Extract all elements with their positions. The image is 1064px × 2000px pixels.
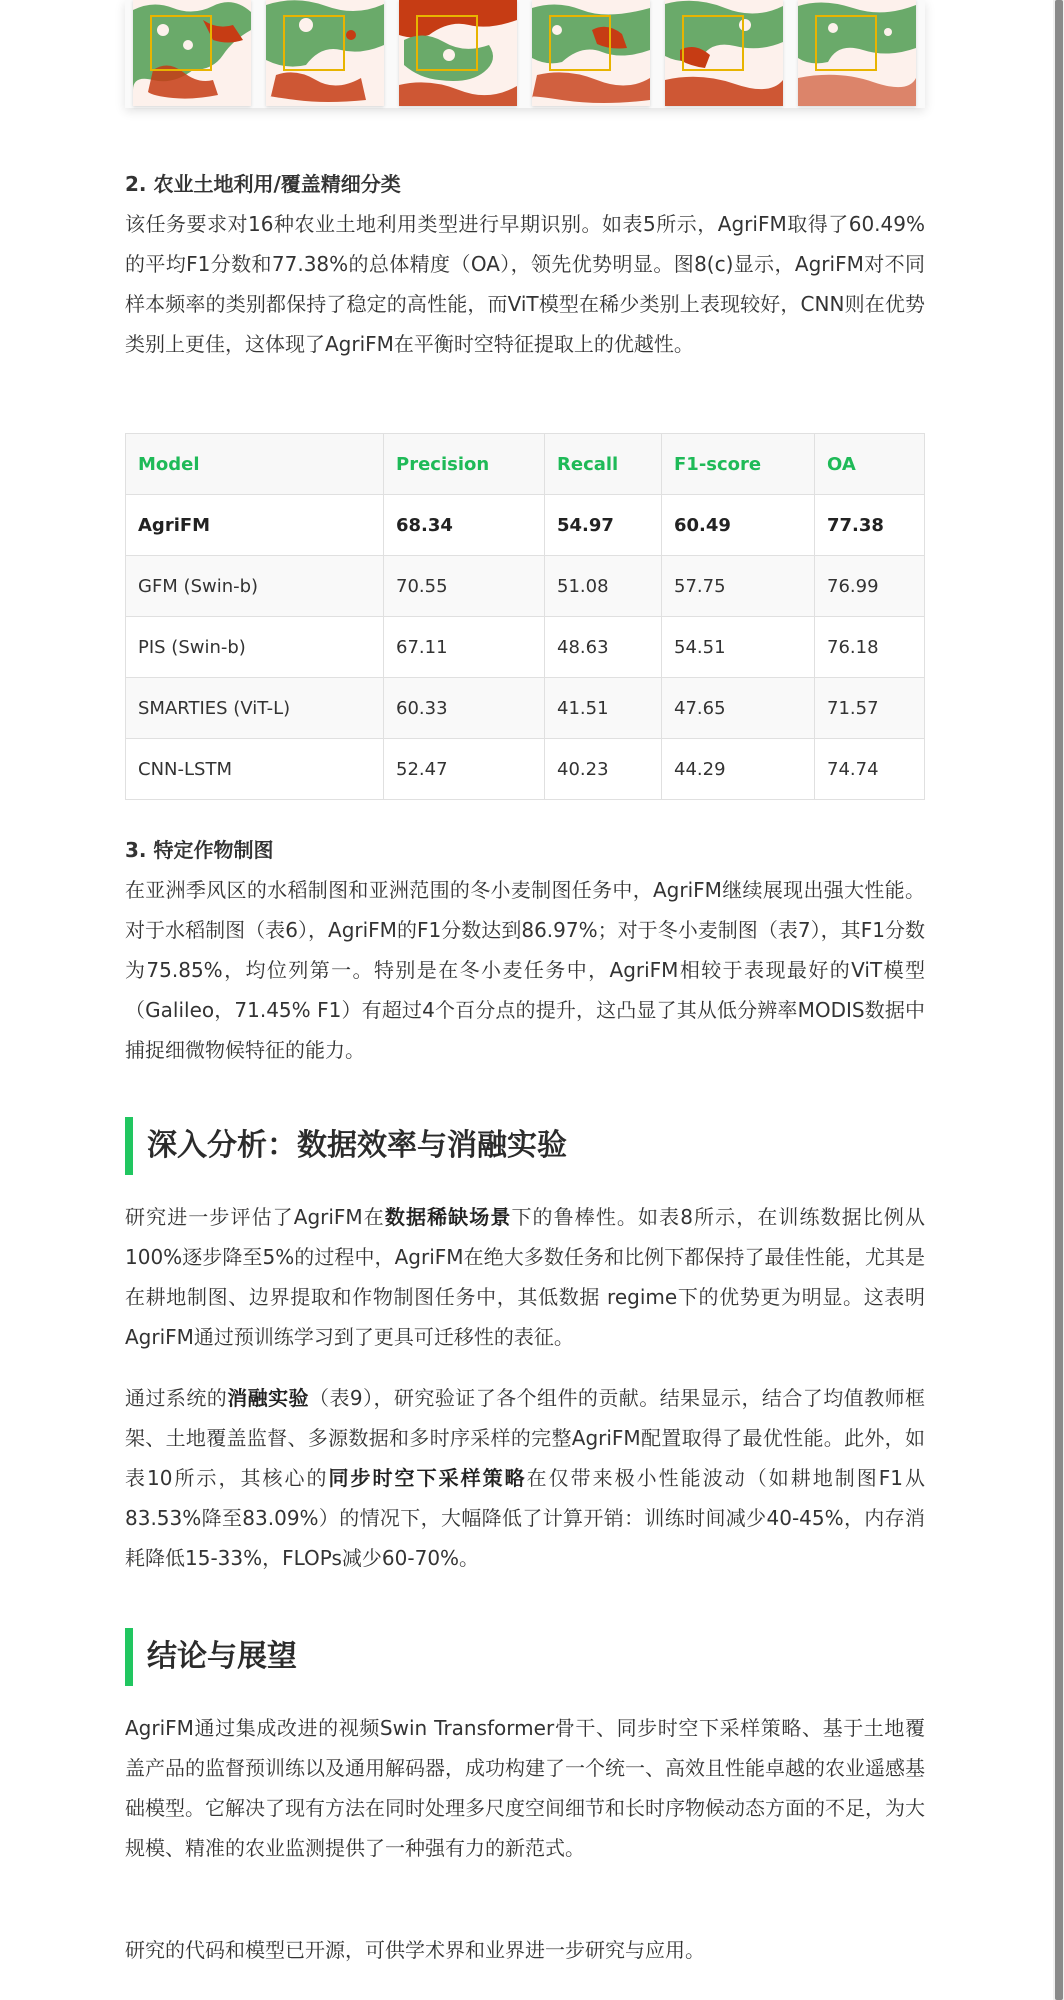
table-cell: 60.33 <box>384 678 545 739</box>
table-row <box>126 739 925 800</box>
emphasis-ablation: 消融实验 <box>227 1386 309 1410</box>
section-2-heading: 2. 农业土地利用/覆盖精细分类 <box>125 172 401 196</box>
section-3-paragraph: 在亚洲季风区的水稻制图和亚洲范围的冬小麦制图任务中，AgriFM继续展现出强大性能。对于水稻制图（表6），AgriFM的F1分数达到86.97%；对于冬小麦制图（表7），其F1分数为75.85%，均位列第一。特别是在冬小麦任务中，AgriFM相较于表现最好的ViT模型（Galileo，71.45% F1）有超过4个百分点的提升，这凸显了其从低分辨率MODIS数据中捕捉细微物候特征的能力。 <box>125 878 925 1062</box>
table-cell: 57.75 <box>662 556 815 617</box>
emphasis-data-scarcity: 数据稀缺场景 <box>384 1205 512 1229</box>
table-cell: 54.97 <box>545 495 662 556</box>
table-cell: 47.65 <box>662 678 815 739</box>
results-table <box>125 433 925 800</box>
text-run: 在仅带来极小性能波动（如耕地制图F1从83.53%降至83.09%）的情况下，大幅降低了计算开销：训练时间减少40-45%，内存消耗降低15-33%，FLOPs减少60-70%。 <box>125 1466 926 1570</box>
table-cell: 52.47 <box>384 739 545 800</box>
table-cell: PIS (Swin-b) <box>126 617 384 678</box>
column-header-oa: OA <box>815 434 925 495</box>
section-2-paragraph: 该任务要求对16种农业土地利用类型进行早期识别。如表5所示，AgriFM取得了60.49%的平均F1分数和77.38%的总体精度（OA），领先优势明显。图8(c)显示，AgriFM对不同样本频率的类别都保持了稳定的高性能，而ViT模型在稀少类别上表现较好，CNN则在优势类别上更佳，这体现了AgriFM在平衡时空特征提取上的优越性。 <box>125 212 925 356</box>
section-3-heading: 3. 特定作物制图 <box>125 838 274 862</box>
conclusion-paragraph-1: AgriFM通过集成改进的视频Swin Transformer骨干、同步时空下采样策略、基于土地覆盖产品的监督预训练以及通用解码器，成功构建了一个统一、高效且性能卓越的农业遥感基础模型。它解决了现有方法在同时处理多尺度空间细节和长时序物候动态方面的不足，为大规模、精准的农业监测提供了一种强有力的新范式。 <box>125 1716 925 1860</box>
table-cell: 54.51 <box>662 617 815 678</box>
analysis-heading <box>125 1117 567 1175</box>
map-thumbnail-3 <box>399 0 517 106</box>
analysis-paragraph-1 <box>125 1197 925 1357</box>
figure-image-strip <box>125 0 925 108</box>
table-cell: 60.49 <box>662 495 815 556</box>
conclusion-heading <box>125 1628 297 1686</box>
table-cell: 71.57 <box>815 678 925 739</box>
table-cell: 40.23 <box>545 739 662 800</box>
column-header-recall: Recall <box>545 434 662 495</box>
table-cell: 77.38 <box>815 495 925 556</box>
text-run: 通过系统的 <box>125 1386 228 1410</box>
table-cell: 76.18 <box>815 617 925 678</box>
heading-accent-bar <box>125 1628 133 1686</box>
table-row <box>126 556 925 617</box>
table-cell: AgriFM <box>126 495 384 556</box>
table-cell: 44.29 <box>662 739 815 800</box>
map-thumbnail-1 <box>133 0 251 106</box>
map-thumbnail-2 <box>266 0 384 106</box>
table-row <box>126 678 925 739</box>
scrollbar-thumb[interactable] <box>1055 0 1063 2000</box>
table-cell: 70.55 <box>384 556 545 617</box>
table-cell: CNN-LSTM <box>126 739 384 800</box>
table-row <box>126 495 925 556</box>
table-cell: 68.34 <box>384 495 545 556</box>
table-cell: GFM (Swin-b) <box>126 556 384 617</box>
table-row <box>126 617 925 678</box>
analysis-heading-text: 深入分析：数据效率与消融实验 <box>147 1128 567 1163</box>
table-cell: 48.63 <box>545 617 662 678</box>
column-header-f1: F1-score <box>662 434 815 495</box>
conclusion-heading-text: 结论与展望 <box>147 1639 297 1674</box>
table-cell: 41.51 <box>545 678 662 739</box>
emphasis-downsampling: 同步时空下采样策略 <box>328 1466 527 1490</box>
map-thumbnail-6 <box>798 0 916 106</box>
map-thumbnail-4 <box>532 0 650 106</box>
analysis-paragraph-2 <box>125 1378 925 1578</box>
text-run: 下的鲁棒性。如表8所示，在训练数据比例从100%逐步降至5%的过程中，AgriFM在绝大多数任务和比例下都保持了最佳性能，尤其是在耕地制图、边界提取和作物制图任务中，其低数据 regime下的优势更为明显。这表明AgriFM通过预训练学习到了更具可迁移性的表征。 <box>125 1205 925 1349</box>
table-cell: SMARTIES (ViT-L) <box>126 678 384 739</box>
column-header-precision: Precision <box>384 434 545 495</box>
table-cell: 74.74 <box>815 739 925 800</box>
table-header-row <box>126 434 925 495</box>
text-run: 研究进一步评估了AgriFM在 <box>125 1205 385 1229</box>
table-cell: 67.11 <box>384 617 545 678</box>
text-run: （表9），研究验证了各个组件的贡献。结果显示，结合了均值教师框架、土地覆盖监督、多源数据和多时序采样的完整AgriFM配置取得了最优性能。此外，如表10所示，其核心的 <box>125 1386 926 1490</box>
table-cell: 51.08 <box>545 556 662 617</box>
heading-accent-bar <box>125 1117 133 1175</box>
column-header-model: Model <box>126 434 384 495</box>
table-cell: 76.99 <box>815 556 925 617</box>
map-thumbnail-5 <box>665 0 783 106</box>
conclusion-paragraph-2: 研究的代码和模型已开源，可供学术界和业界进一步研究与应用。 <box>125 1938 705 1962</box>
